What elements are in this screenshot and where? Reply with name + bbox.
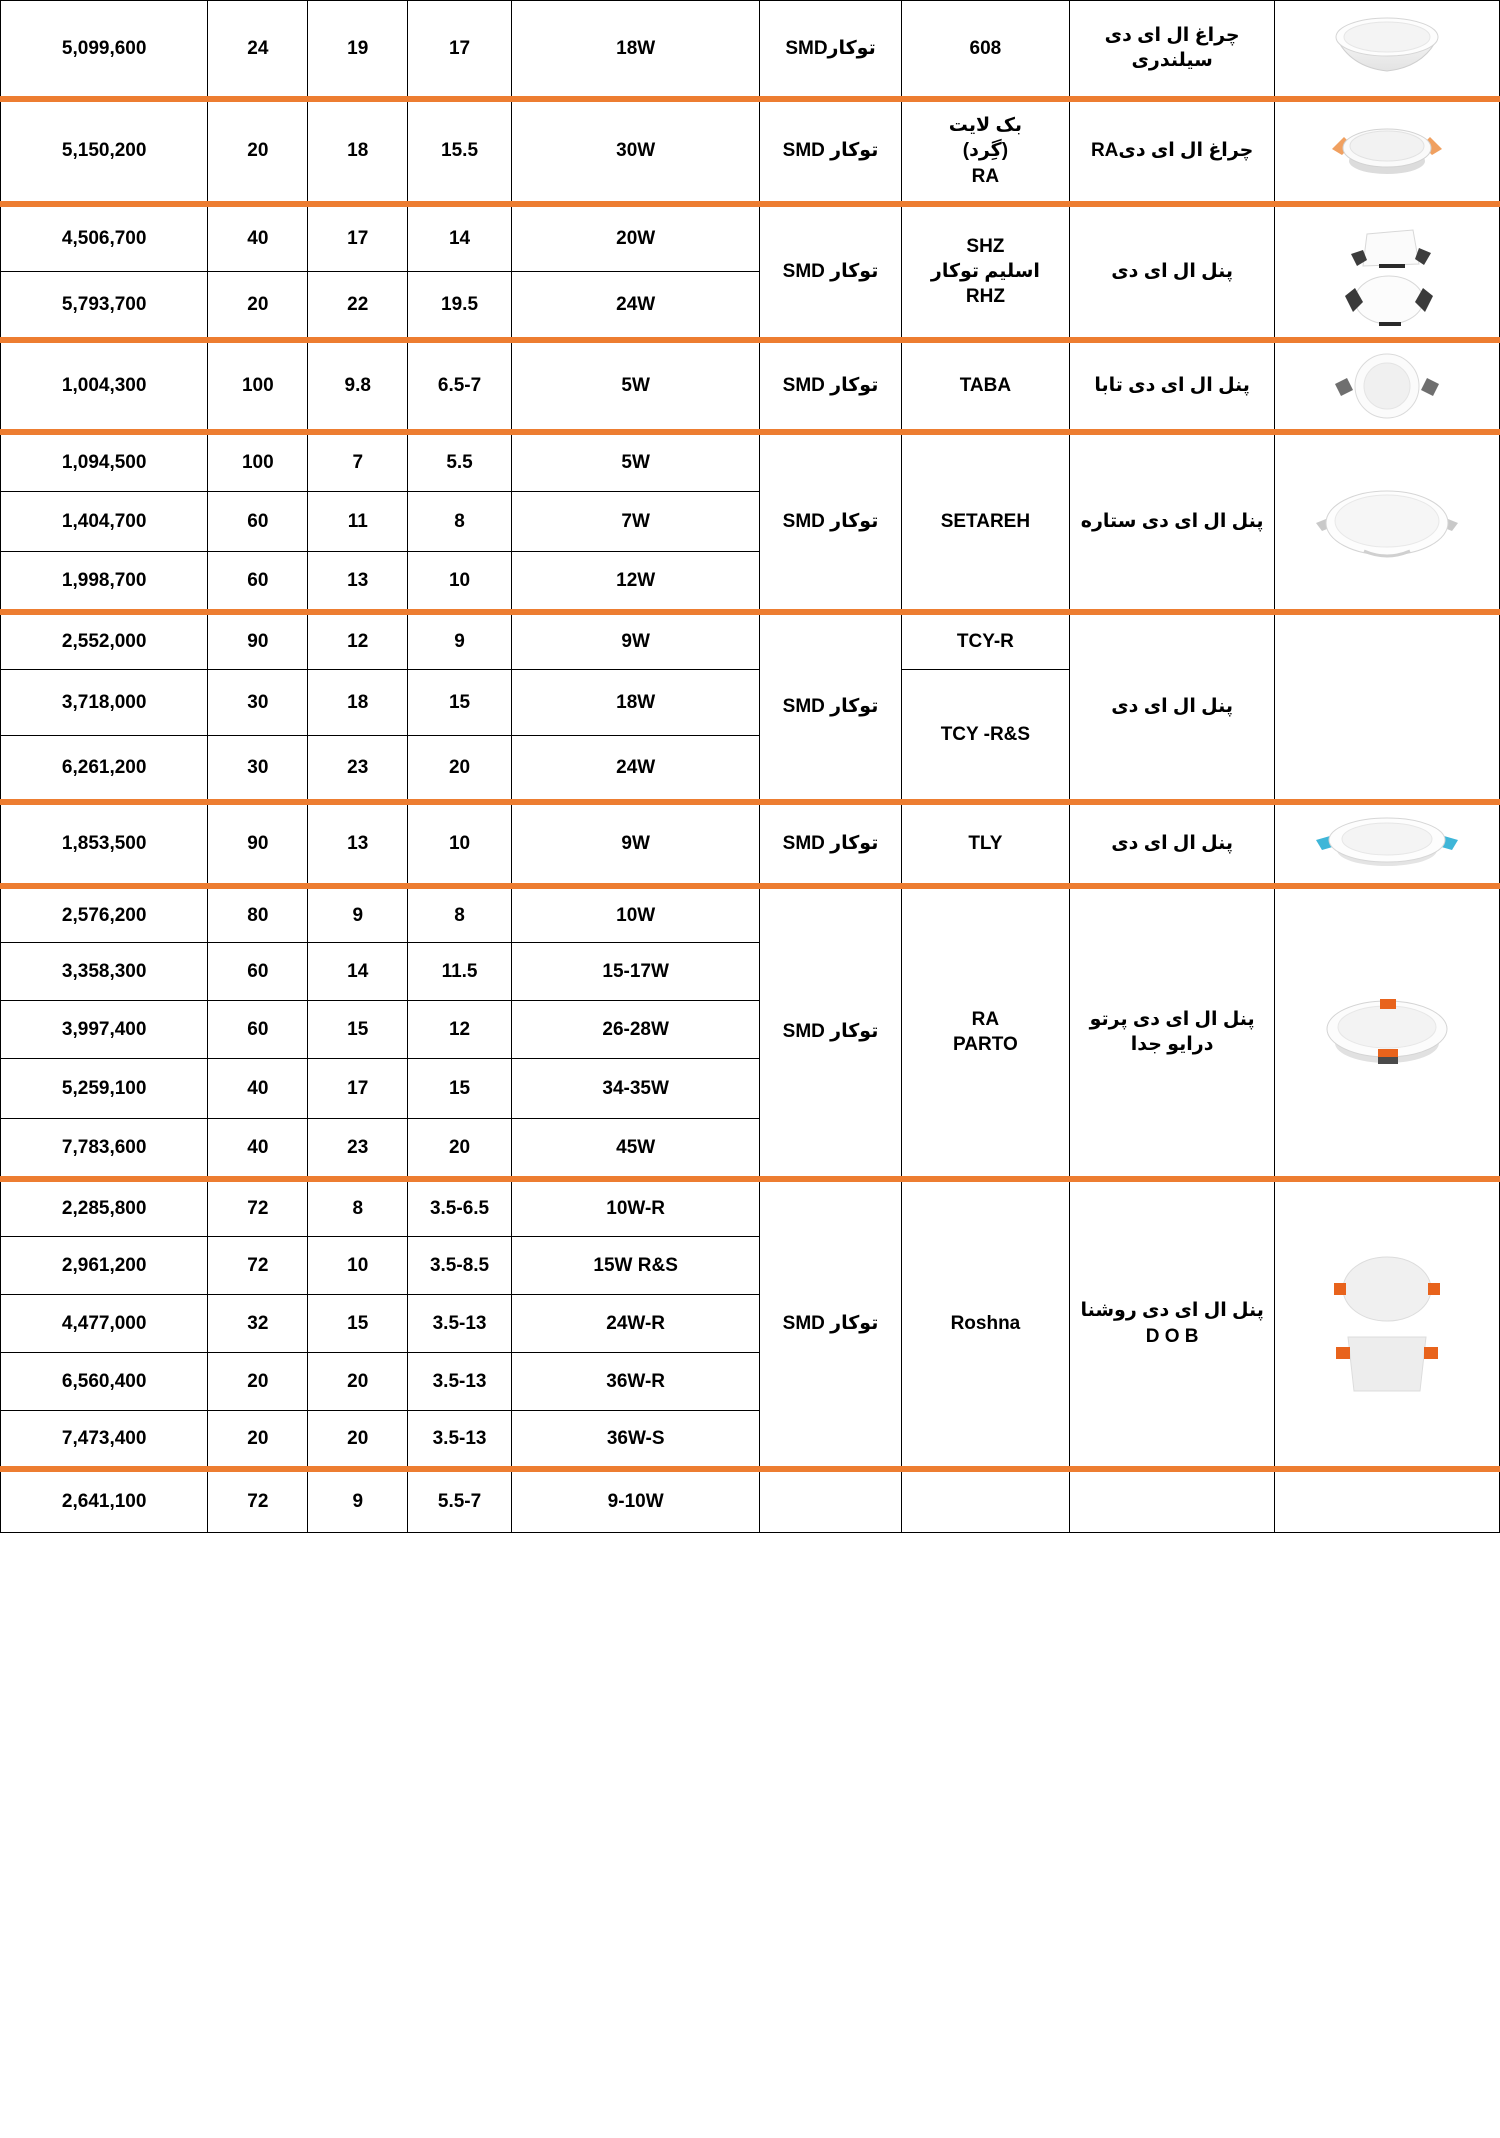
product-image-cell xyxy=(1275,432,1500,612)
wattage-cell: 9W xyxy=(511,612,760,670)
model-cell xyxy=(901,1469,1070,1533)
qty-cell: 20 xyxy=(208,272,308,340)
qty-cell: 40 xyxy=(208,204,308,272)
description-line: پنل ال ای دی پرتو xyxy=(1089,1008,1255,1030)
model-cell: Roshna xyxy=(901,1179,1070,1469)
wattage-cell: 9-10W xyxy=(511,1469,760,1533)
qty-cell: 24 xyxy=(208,1,308,99)
table-row xyxy=(1,1469,1500,1533)
dim-cut-cell: 3.5-6.5 xyxy=(408,1179,512,1237)
light-type-cell: توکار SMD xyxy=(760,1179,901,1469)
light-type-cell: توکار SMD xyxy=(760,802,901,886)
dim-cut-cell: 8 xyxy=(408,492,512,552)
dim-cut-cell: 14 xyxy=(408,204,512,272)
price-cell: 2,576,200 xyxy=(1,886,208,943)
wattage-cell: 15-17W xyxy=(511,943,760,1001)
price-cell: 1,094,500 xyxy=(1,432,208,492)
model-line: (گِرد) xyxy=(962,140,1009,162)
price-cell: 2,961,200 xyxy=(1,1237,208,1295)
table-row xyxy=(1,1,1500,99)
product-image-cell xyxy=(1275,802,1500,886)
wattage-cell: 18W xyxy=(511,670,760,736)
round-and-square-dob-panel-icon xyxy=(1275,1249,1499,1399)
wattage-cell: 34-35W xyxy=(511,1059,760,1119)
price-cell: 5,793,700 xyxy=(1,272,208,340)
dim-cut-cell: 5.5-7 xyxy=(408,1469,512,1533)
price-cell: 5,259,100 xyxy=(1,1059,208,1119)
light-type-cell: توکار SMD xyxy=(760,340,901,432)
qty-cell: 80 xyxy=(208,886,308,943)
qty-cell: 40 xyxy=(208,1059,308,1119)
product-image-cell xyxy=(1275,612,1500,802)
dim-cut-cell: 10 xyxy=(408,802,512,886)
dim-cut-cell: 20 xyxy=(408,736,512,802)
dim-cut-cell: 9 xyxy=(408,612,512,670)
light-type-cell: توکار SMD xyxy=(760,204,901,340)
qty-cell: 60 xyxy=(208,492,308,552)
dim-cut-cell: 15 xyxy=(408,670,512,736)
wattage-cell: 10W xyxy=(511,886,760,943)
dim-outer-cell: 18 xyxy=(308,670,408,736)
price-cell: 7,473,400 xyxy=(1,1411,208,1469)
qty-cell: 20 xyxy=(208,1411,308,1469)
table-row xyxy=(1,432,1500,492)
dim-outer-cell: 14 xyxy=(308,943,408,1001)
dim-cut-cell: 12 xyxy=(408,1001,512,1059)
dim-outer-cell: 20 xyxy=(308,1411,408,1469)
qty-cell: 60 xyxy=(208,943,308,1001)
qty-cell: 100 xyxy=(208,432,308,492)
price-cell: 3,997,400 xyxy=(1,1001,208,1059)
dim-outer-cell: 22 xyxy=(308,272,408,340)
model-line: PARTO xyxy=(953,1034,1018,1055)
price-cell: 4,477,000 xyxy=(1,1295,208,1353)
qty-cell: 30 xyxy=(208,670,308,736)
wattage-cell: 26-28W xyxy=(511,1001,760,1059)
light-type-cell: توکار SMD xyxy=(760,432,901,612)
dim-cut-cell: 10 xyxy=(408,552,512,612)
qty-cell: 72 xyxy=(208,1179,308,1237)
round-backlight-orange-clips-icon xyxy=(1275,115,1499,187)
round-panel-grey-clips-icon xyxy=(1275,348,1499,424)
light-type-cell: توکارSMD xyxy=(760,1,901,99)
table-row xyxy=(1,886,1500,943)
price-cell: 2,641,100 xyxy=(1,1469,208,1533)
model-cell: TCY -R&S xyxy=(901,670,1070,802)
dim-outer-cell: 11 xyxy=(308,492,408,552)
wattage-cell: 12W xyxy=(511,552,760,612)
wattage-cell: 24W-R xyxy=(511,1295,760,1353)
dim-cut-cell: 3.5-13 xyxy=(408,1353,512,1411)
wattage-cell: 36W-S xyxy=(511,1411,760,1469)
model-line: RA xyxy=(971,1008,1000,1030)
round-downlight-white-icon xyxy=(1275,9,1499,87)
model-cell: 608 xyxy=(901,1,1070,99)
description-cell xyxy=(1070,1469,1275,1533)
dim-cut-cell: 11.5 xyxy=(408,943,512,1001)
dim-cut-cell: 20 xyxy=(408,1119,512,1179)
description-cell: پنل ال ای دی xyxy=(1070,204,1275,340)
dim-outer-cell: 20 xyxy=(308,1353,408,1411)
model-cell: TLY xyxy=(901,802,1070,886)
wattage-cell: 5W xyxy=(511,340,760,432)
model-cell xyxy=(901,886,1070,1179)
table-row xyxy=(1,340,1500,432)
dim-outer-cell: 15 xyxy=(308,1001,408,1059)
light-type-cell xyxy=(760,1469,901,1533)
qty-cell: 40 xyxy=(208,1119,308,1179)
wattage-cell: 24W xyxy=(511,272,760,340)
qty-cell: 100 xyxy=(208,340,308,432)
dim-outer-cell: 13 xyxy=(308,802,408,886)
qty-cell: 20 xyxy=(208,99,308,204)
round-flat-panel-icon xyxy=(1275,479,1499,565)
qty-cell: 32 xyxy=(208,1295,308,1353)
price-cell: 6,261,200 xyxy=(1,736,208,802)
dim-outer-cell: 19 xyxy=(308,1,408,99)
price-cell: 3,718,000 xyxy=(1,670,208,736)
dim-outer-cell: 23 xyxy=(308,736,408,802)
dim-outer-cell: 17 xyxy=(308,1059,408,1119)
description-line: D O B xyxy=(1145,1325,1199,1347)
model-line: بک لایت xyxy=(948,115,1023,137)
model-cell xyxy=(901,99,1070,204)
dim-cut-cell: 6.5-7 xyxy=(408,340,512,432)
dim-outer-cell: 9 xyxy=(308,1469,408,1533)
dim-outer-cell: 9 xyxy=(308,886,408,943)
product-image-cell xyxy=(1275,340,1500,432)
dim-cut-cell: 3.5-13 xyxy=(408,1295,512,1353)
wattage-cell: 18W xyxy=(511,1,760,99)
price-cell: 1,004,300 xyxy=(1,340,208,432)
description-cell: چراغ ال ای دی سیلندری xyxy=(1070,1,1275,99)
wattage-cell: 30W xyxy=(511,99,760,204)
product-image-cell xyxy=(1275,99,1500,204)
description-line: درایو جدا xyxy=(1130,1034,1214,1055)
table-row xyxy=(1,99,1500,204)
dim-cut-cell: 15.5 xyxy=(408,99,512,204)
wattage-cell: 24W xyxy=(511,736,760,802)
model-cell: TCY-R xyxy=(901,612,1070,670)
dim-cut-cell: 3.5-13 xyxy=(408,1411,512,1469)
model-cell: TABA xyxy=(901,340,1070,432)
model-cell xyxy=(901,204,1070,340)
qty-cell: 72 xyxy=(208,1237,308,1295)
table-body xyxy=(1,1,1500,1533)
wattage-cell: 5W xyxy=(511,432,760,492)
product-image-cell xyxy=(1275,886,1500,1179)
price-cell: 2,552,000 xyxy=(1,612,208,670)
table-row xyxy=(1,1179,1500,1237)
light-type-cell: توکار SMD xyxy=(760,612,901,802)
qty-cell: 60 xyxy=(208,552,308,612)
wattage-cell: 15W R&S xyxy=(511,1237,760,1295)
wattage-cell: 9W xyxy=(511,802,760,886)
price-cell: 6,560,400 xyxy=(1,1353,208,1411)
dim-outer-cell: 9.8 xyxy=(308,340,408,432)
description-cell: پنل ال ای دی ستاره xyxy=(1070,432,1275,612)
price-cell: 1,853,500 xyxy=(1,802,208,886)
dim-cut-cell: 5.5 xyxy=(408,432,512,492)
price-cell: 7,783,600 xyxy=(1,1119,208,1179)
qty-cell: 20 xyxy=(208,1353,308,1411)
dim-outer-cell: 12 xyxy=(308,612,408,670)
product-image-cell xyxy=(1275,1469,1500,1533)
dim-outer-cell: 13 xyxy=(308,552,408,612)
qty-cell: 30 xyxy=(208,736,308,802)
round-deep-panel-orange-icon xyxy=(1275,987,1499,1077)
qty-cell: 90 xyxy=(208,802,308,886)
qty-cell: 90 xyxy=(208,612,308,670)
dim-cut-cell: 17 xyxy=(408,1,512,99)
price-cell: 4,506,700 xyxy=(1,204,208,272)
description-cell xyxy=(1070,886,1275,1179)
table-row xyxy=(1,802,1500,886)
dim-outer-cell: 18 xyxy=(308,99,408,204)
price-cell: 1,998,700 xyxy=(1,552,208,612)
dim-outer-cell: 15 xyxy=(308,1295,408,1353)
qty-cell: 72 xyxy=(208,1469,308,1533)
price-cell: 2,285,800 xyxy=(1,1179,208,1237)
product-image-cell xyxy=(1275,1179,1500,1469)
model-line: SHZ xyxy=(966,235,1005,257)
price-cell: 1,404,700 xyxy=(1,492,208,552)
dim-outer-cell: 17 xyxy=(308,204,408,272)
square-and-round-panel-icon xyxy=(1275,212,1499,332)
dim-outer-cell: 10 xyxy=(308,1237,408,1295)
light-type-cell: توکار SMD xyxy=(760,886,901,1179)
dim-cut-cell: 19.5 xyxy=(408,272,512,340)
model-cell: SETAREH xyxy=(901,432,1070,612)
description-cell: پنل ال ای دی تابا xyxy=(1070,340,1275,432)
model-line: RA xyxy=(971,165,1000,187)
qty-cell: 60 xyxy=(208,1001,308,1059)
table-row xyxy=(1,612,1500,670)
wattage-cell: 7W xyxy=(511,492,760,552)
dim-cut-cell: 15 xyxy=(408,1059,512,1119)
table-row xyxy=(1,204,1500,272)
product-image-cell xyxy=(1275,1,1500,99)
dim-cut-cell: 3.5-8.5 xyxy=(408,1237,512,1295)
dim-outer-cell: 23 xyxy=(308,1119,408,1179)
description-cell: چراغ ال ای دیRA xyxy=(1070,99,1275,204)
wattage-cell: 20W xyxy=(511,204,760,272)
round-panel-blue-clips-icon xyxy=(1275,808,1499,880)
dim-outer-cell: 7 xyxy=(308,432,408,492)
description-cell: پنل ال ای دی xyxy=(1070,802,1275,886)
dim-outer-cell: 8 xyxy=(308,1179,408,1237)
price-cell: 5,099,600 xyxy=(1,1,208,99)
dim-cut-cell: 8 xyxy=(408,886,512,943)
model-line: RHZ xyxy=(965,286,1005,308)
description-cell xyxy=(1070,1179,1275,1469)
wattage-cell: 45W xyxy=(511,1119,760,1179)
product-image-cell xyxy=(1275,204,1500,340)
wattage-cell: 36W-R xyxy=(511,1353,760,1411)
model-line: اسلیم توکار xyxy=(930,260,1040,282)
wattage-cell: 10W-R xyxy=(511,1179,760,1237)
description-line: پنل ال ای دی روشنا xyxy=(1080,1300,1264,1322)
description-cell: پنل ال ای دی xyxy=(1070,612,1275,802)
price-cell: 3,358,300 xyxy=(1,943,208,1001)
price-cell: 5,150,200 xyxy=(1,99,208,204)
light-type-cell: توکار SMD xyxy=(760,99,901,204)
